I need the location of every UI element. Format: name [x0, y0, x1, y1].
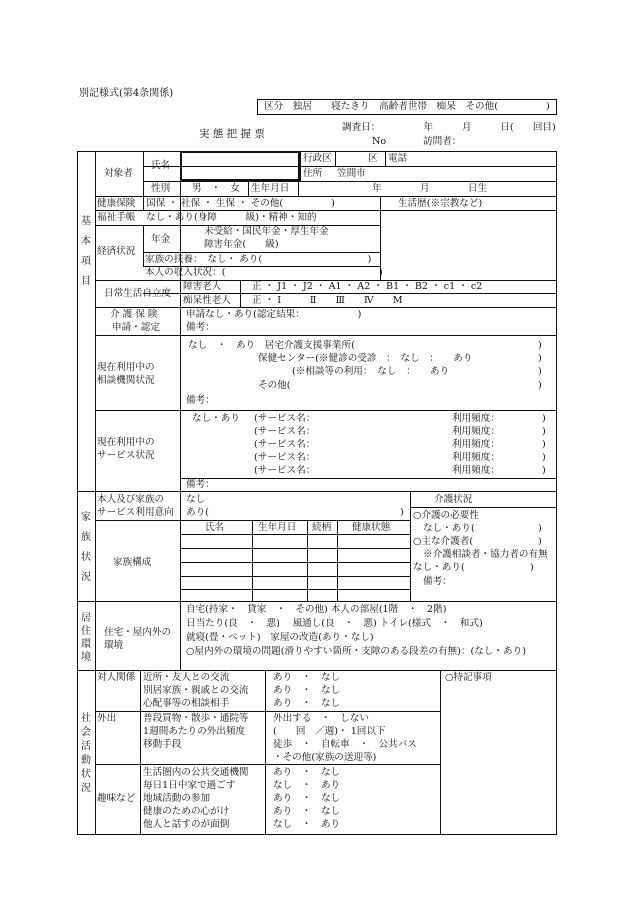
section-residence: 居住環境 [81, 613, 91, 663]
section-family: 家族状況 [81, 512, 91, 583]
hobby-1: 生活圏内の公共交通機関 [143, 767, 249, 778]
independence-label: 日常生活自立度 [104, 288, 172, 299]
col-name: 氏名 [205, 522, 225, 533]
service-label2: サービス状況 [97, 450, 155, 461]
care-ins-value[interactable]: 申請なし・あり(認定結果： ) [186, 309, 362, 320]
intent-none[interactable]: なし [186, 494, 206, 505]
hobby-val-1[interactable]: あり ・ なし [273, 767, 341, 778]
relation-label: 対人関係 [97, 672, 136, 683]
city-value: 笠間市 [337, 168, 366, 179]
disabled-elderly-label: 障害老人 [183, 281, 222, 292]
consult-value[interactable]: なし・あり( [413, 562, 465, 573]
agency-remarks: 備考： [186, 395, 215, 406]
target-label: 対象者 [104, 168, 133, 179]
col-birth: 生年月日 [258, 522, 297, 533]
consult-close: ) [530, 562, 534, 573]
outing-3: 移動手段 [143, 739, 182, 750]
outing-1: 普段買物・散歩・通院等 [143, 713, 249, 724]
outing-val-2[interactable]: ( 回 ／週)・ 1回以下 [273, 726, 386, 737]
frequency-5[interactable]: 利用頻度： [452, 465, 500, 476]
intent-label1: 本人及び家族の [97, 494, 165, 505]
service-name-2[interactable]: (サービス名： [254, 426, 316, 437]
hobby-val-3[interactable]: あり ・ なし [273, 793, 341, 804]
district-label: 行政区 [303, 153, 332, 164]
category-line: 区分 独居 寝たきり 高齢者世帯 痴呆 その他( ) [264, 101, 550, 112]
name-label: 氏名 [151, 160, 171, 171]
hobby-3: 地域活動の参加 [143, 793, 211, 804]
outing-val-4[interactable]: ・その他(家族の送迎等) [273, 752, 377, 763]
need-value[interactable]: なし・あり( [423, 523, 475, 534]
care-status-label: 介護状況 [434, 494, 473, 505]
agency-line4[interactable]: その他( [258, 380, 291, 391]
need-close: ) [538, 523, 542, 534]
visitor-label: 訪問者： [423, 136, 462, 147]
form-number: 別記様式(第4条関係) [79, 88, 174, 99]
frequency-3[interactable]: 利用頻度： [452, 439, 500, 450]
care-ins-remarks: 備考： [186, 322, 215, 333]
economy-label: 経済状況 [97, 246, 136, 257]
phone-label: 電話 [388, 153, 408, 164]
residence-line3[interactable]: 就寝(畳・ベット) 家屋の改造(あり・なし) [186, 632, 374, 643]
service-close-4: ) [542, 452, 546, 463]
special-notes: ○特記事項 [445, 672, 492, 683]
service-remarks: 備考： [186, 479, 215, 490]
service-name-4[interactable]: (サービス名： [254, 452, 316, 463]
insurance-options[interactable]: 国保 ・ 社保 ・ 生保 ・ その他( ) [146, 198, 335, 209]
frequency-4[interactable]: 利用頻度： [452, 452, 500, 463]
residence-label1: 住宅・屋内外の [104, 627, 172, 638]
outing-val-1[interactable]: 外出する ・ しない [273, 713, 369, 724]
section-basic: 基本項目 [81, 216, 91, 287]
hobby-val-4[interactable]: あり ・ なし [273, 806, 341, 817]
pension-line1[interactable]: 未受給・国民年金・厚生年金 [204, 226, 329, 237]
gender-options[interactable]: 男 ・ 女 [192, 183, 240, 194]
hobby-val-5[interactable]: なし ・ あり [273, 819, 341, 830]
main-carer-close: ) [538, 536, 542, 547]
family-remarks: 備考： [423, 576, 452, 587]
dementia-scale[interactable]: 正 ・ Ⅰ Ⅱ Ⅲ Ⅳ M [252, 295, 403, 306]
hobby-2: 毎日1日中家で過ごす [143, 780, 236, 791]
birth-value: 年 月 日生 [372, 183, 488, 194]
service-close-5: ) [542, 465, 546, 476]
agency-line1[interactable]: なし ・ あり 居宅介護支援事業所( [188, 340, 355, 351]
agency-close2: ) [538, 353, 542, 364]
service-close-1: ) [542, 413, 546, 424]
gender-label: 性別 [151, 183, 171, 194]
relation-val-3[interactable]: あり ・ なし [273, 698, 341, 709]
care-ins-label2: 申請・認定 [112, 322, 160, 333]
relation-1: 近所・友人との交流 [143, 672, 230, 683]
hobby-val-2[interactable]: なし ・ あり [273, 780, 341, 791]
relation-2: 別居家族・親戚との交流 [143, 685, 249, 696]
income-status[interactable]: 本人の収入状況：( ) [145, 267, 383, 278]
residence-line2[interactable]: 日当たり(良 ・ 悪) 風通し(良 ・ 悪) トイレ(様式 ・ 和式) [186, 618, 483, 629]
form-title: 実 態 把 握 票 [199, 128, 265, 140]
composition-label: 家族構成 [113, 557, 152, 568]
insurance-label: 健康保険 [97, 198, 136, 209]
residence-label2: 環境 [104, 640, 124, 651]
residence-line1[interactable]: 自宅(持家・ 貸家 ・ その他) 本人の部屋(1階 ・ 2階) [186, 604, 447, 615]
residence-line4[interactable]: ○屋内外の環境の問題(滑りやすい箇所・支障のある段差の有無)：(なし・あり) [186, 646, 526, 657]
main-carer[interactable]: ○主な介護者( [413, 536, 474, 547]
service-close-2: ) [542, 426, 546, 437]
welfare-label: 福祉手帳 [97, 212, 136, 223]
dementia-elderly-label: 痴呆性老人 [183, 295, 231, 306]
frequency-2[interactable]: 利用頻度： [452, 426, 500, 437]
frequency-1[interactable]: 利用頻度： [452, 413, 500, 424]
survey-date: 調査日： 年 月 日( 回目) [342, 122, 556, 133]
relation-val-1[interactable]: あり ・ なし [273, 672, 341, 683]
disabled-scale[interactable]: 正 ・ J1 ・ J2 ・ A1 ・ A2 ・ B1 ・ B2 ・ c1 ・ c2 [252, 281, 483, 292]
agency-line3[interactable]: (※相談等の利用： なし ： あり [292, 366, 450, 377]
section-social: 社会活動状況 [81, 713, 91, 794]
service-first[interactable]: なし・あり [192, 413, 240, 424]
form-no-label: No [372, 136, 387, 147]
agency-close3: ) [538, 366, 542, 377]
agency-line2[interactable]: 保健センター(※健診の受診 ： なし ： あり [258, 353, 473, 364]
outing-2: 1週間あたりの外出頻度 [143, 726, 246, 737]
family-support[interactable]: 家族の扶養： なし・ あり( ) [145, 254, 372, 265]
intent-yes[interactable]: あり( [186, 507, 209, 518]
relation-3: 心配事等の相談相手 [143, 698, 230, 709]
ku-label: 区 [368, 153, 378, 164]
address-label: 住所 [303, 168, 323, 179]
hobby-4: 健康のための心がけ [143, 806, 230, 817]
relation-val-2[interactable]: あり ・ なし [273, 685, 341, 696]
name-field[interactable] [180, 151, 300, 181]
hobby-label: 趣味など [97, 793, 136, 804]
service-close-3: ) [542, 439, 546, 450]
col-relation: 続柄 [312, 522, 332, 533]
outing-val-3[interactable]: 徒歩 ・ 自転車 ・ 公共バス [273, 739, 417, 750]
care-ins-label1: 介 護 保 険 [110, 309, 158, 320]
intent-label2: サービス利用意向 [97, 507, 174, 518]
lifestyle-label: 生活歴(※宗教など) [398, 198, 483, 209]
agency-close1: ) [538, 340, 542, 351]
service-name-5[interactable]: (サービス名： [254, 465, 316, 476]
col-health: 健康状態 [352, 522, 391, 533]
pension-label: 年金 [151, 234, 171, 245]
hobby-5: 他人と話すのが面倒 [143, 819, 230, 830]
welfare-options[interactable]: なし・あり(身障 級)・精神・知的 [146, 212, 317, 223]
service-name-3[interactable]: (サービス名： [254, 439, 316, 450]
pension-line2[interactable]: 障害年金( 級) [204, 239, 279, 250]
intent-close: ) [400, 507, 404, 518]
need-label: ○介護の必要性 [413, 510, 479, 521]
service-label1: 現在利用中の [97, 437, 155, 448]
consult-label: ※介護相談者・協力者の有無 [423, 549, 548, 560]
agency-label2: 相談機関状況 [97, 375, 155, 386]
birth-label: 生年月日 [251, 183, 290, 194]
agency-close4: ) [538, 380, 542, 391]
service-name-1[interactable]: (サービス名： [254, 413, 316, 424]
agency-label1: 現在利用中の [97, 362, 155, 373]
outing-label: 外出 [97, 713, 117, 724]
